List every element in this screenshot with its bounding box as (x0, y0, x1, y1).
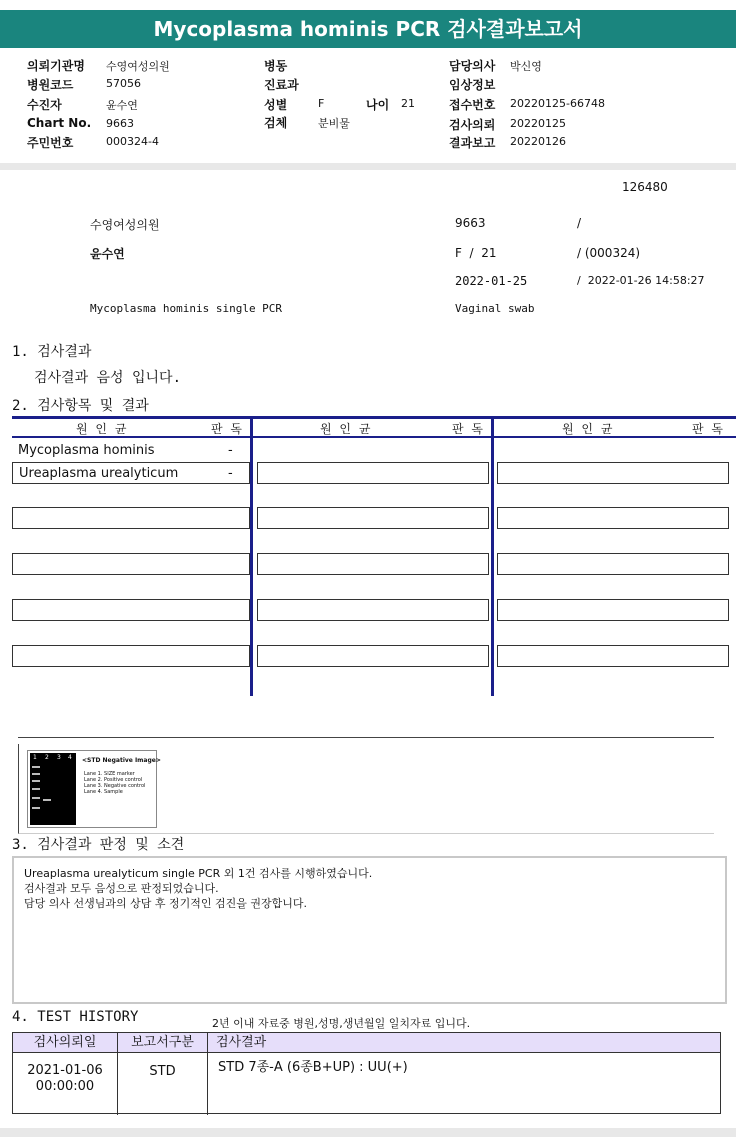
empty-row (497, 462, 729, 484)
col2-organism-header: 원 인 균 (320, 422, 373, 436)
gel-lanes (30, 753, 76, 825)
empty-row (257, 462, 489, 484)
empty-row (497, 645, 729, 667)
organism-name: Mycoplasma hominis (18, 443, 155, 458)
gel-band (32, 766, 40, 768)
opinion-line: 담당 의사 선생님과의 상담 후 정기적인 검진을 권장합니다. (24, 897, 307, 910)
organism-result: - (228, 466, 233, 481)
col3-organism-header: 원 인 균 (562, 422, 615, 436)
history-col-result: 검사결과 (208, 1033, 720, 1053)
gel-legend-item: Lane 4. Sample (84, 789, 123, 795)
empty-row (257, 599, 489, 621)
section4-heading: 4. TEST HISTORY (12, 1009, 139, 1025)
hospital-code-value: 57056 (106, 77, 141, 90)
section2-heading: 2. 검사항목 및 결과 (12, 398, 149, 414)
gel-band (32, 788, 40, 790)
history-note: 2년 이내 자료중 병원,성명,생년월일 일치자료 입니다. (212, 1017, 471, 1030)
history-date: 2021-01-06 (27, 1063, 103, 1078)
table-row (12, 462, 250, 484)
history-col-date: 검사의뢰일 (13, 1033, 118, 1053)
gel-image (27, 750, 161, 828)
history-date-cell (13, 1053, 118, 1115)
gel-band (32, 780, 40, 782)
report-value: 20220126 (510, 135, 566, 148)
info-test-name: Mycoplasma hominis single PCR (90, 302, 283, 315)
resident-no-label: 주민번호 (27, 136, 74, 150)
table-row (12, 440, 250, 462)
report-label: 결과보고 (449, 136, 496, 150)
table-divider-1 (250, 416, 253, 696)
info-code: 126480 (622, 180, 668, 194)
info-slash: / (577, 216, 582, 230)
hospital-name-label: 의뢰기관명 (27, 59, 85, 73)
history-type: STD (118, 1053, 208, 1115)
hospital-code-label: 병원코드 (27, 78, 74, 92)
empty-row (497, 553, 729, 575)
col2-judgement-header: 판 독 (452, 422, 485, 436)
info-hospital: 수영여성의원 (90, 218, 160, 232)
history-col-type: 보고서구분 (118, 1033, 208, 1053)
gel-image-panel (18, 744, 714, 834)
hospital-name-value: 수영여성의원 (106, 60, 170, 73)
gel-band (32, 807, 40, 809)
gel-band (43, 799, 51, 801)
gel-band (32, 797, 40, 799)
gel-legend-item: Lane 3. Negative control (84, 783, 146, 789)
opinion-line: Ureaplasma urealyticum single PCR 외 1건 검사를 시행하였습니다. (24, 867, 373, 880)
info-report-time: / 2022-01-26 14:58:27 (577, 274, 705, 287)
empty-row (12, 507, 250, 529)
doctor-value: 박신영 (510, 60, 542, 73)
opinion-box (12, 856, 727, 1004)
patient-label: 수진자 (27, 98, 62, 112)
history-time: 00:00:00 (35, 1079, 95, 1094)
info-sex-age: F / 21 (455, 246, 497, 260)
info-chart: 9663 (455, 216, 486, 230)
info-specimen: Vaginal swab (455, 302, 535, 315)
gel-top-line (18, 737, 714, 738)
receipt-no-value: 20220125-66748 (510, 97, 605, 110)
lane-number: 4 (68, 754, 72, 761)
age-label: 나이 (366, 98, 390, 112)
sex-value: F (318, 97, 325, 110)
gel-band (32, 773, 40, 775)
section1-result-text: 검사결과 음성 입니다. (34, 370, 182, 386)
empty-row (12, 599, 250, 621)
request-label: 검사의뢰 (449, 118, 496, 132)
section3-heading: 3. 검사결과 판정 및 소견 (12, 837, 185, 853)
col1-judgement-header: 판 독 (211, 422, 244, 436)
organism-result: - (228, 443, 233, 458)
gel-title: <STD Negative Image> (82, 757, 161, 764)
sex-label: 성별 (264, 98, 288, 112)
receipt-no-label: 접수번호 (449, 98, 496, 112)
report-title: Mycoplasma hominis PCR 검사결과보고서 (0, 10, 736, 48)
doctor-label: 담당의사 (449, 59, 496, 73)
resident-no-value: 000324-4 (106, 135, 159, 148)
age-value: 21 (401, 97, 415, 110)
organism-name: Ureaplasma urealyticum (19, 466, 179, 481)
specimen-value: 분비물 (318, 117, 350, 130)
empty-row (257, 507, 489, 529)
info-birth: / (000324) (577, 246, 641, 260)
empty-row (12, 553, 250, 575)
gel-legend-item: Lane 2. Positive control (84, 777, 143, 783)
empty-row (257, 645, 489, 667)
empty-row (497, 599, 729, 621)
table-divider-2 (491, 416, 494, 696)
specimen-label: 검체 (264, 116, 288, 130)
info-request-date: 2022-01-25 (455, 274, 528, 288)
empty-row (497, 507, 729, 529)
history-table (12, 1032, 721, 1114)
request-value: 20220125 (510, 117, 566, 130)
section1-heading: 1. 검사결과 (12, 344, 92, 360)
lane-number: 1 (33, 754, 37, 761)
footer-bar (0, 1128, 736, 1137)
lane-number: 3 (57, 754, 61, 761)
patient-value: 윤수연 (106, 99, 138, 112)
col3-judgement-header: 판 독 (692, 422, 725, 436)
chart-no-label: Chart No. (27, 116, 92, 130)
lane-number: 2 (45, 754, 49, 761)
history-result: STD 7종-A (6종B+UP) : UU(+) (218, 1060, 408, 1075)
col1-organism-header: 원 인 균 (76, 422, 129, 436)
gel-legend-item: Lane 1. SIZE marker (84, 771, 135, 777)
table-top-border (12, 416, 736, 419)
opinion-line: 검사결과 모두 음성으로 판정되었습니다. (24, 882, 219, 895)
empty-row (257, 553, 489, 575)
info-patient: 윤수연 (90, 247, 125, 261)
chart-no-value: 9663 (106, 117, 134, 130)
empty-row (12, 645, 250, 667)
dept-label: 진료과 (264, 78, 299, 92)
clinical-info-label: 임상정보 (449, 78, 496, 92)
ward-label: 병동 (264, 59, 288, 73)
header-separator (0, 163, 736, 170)
